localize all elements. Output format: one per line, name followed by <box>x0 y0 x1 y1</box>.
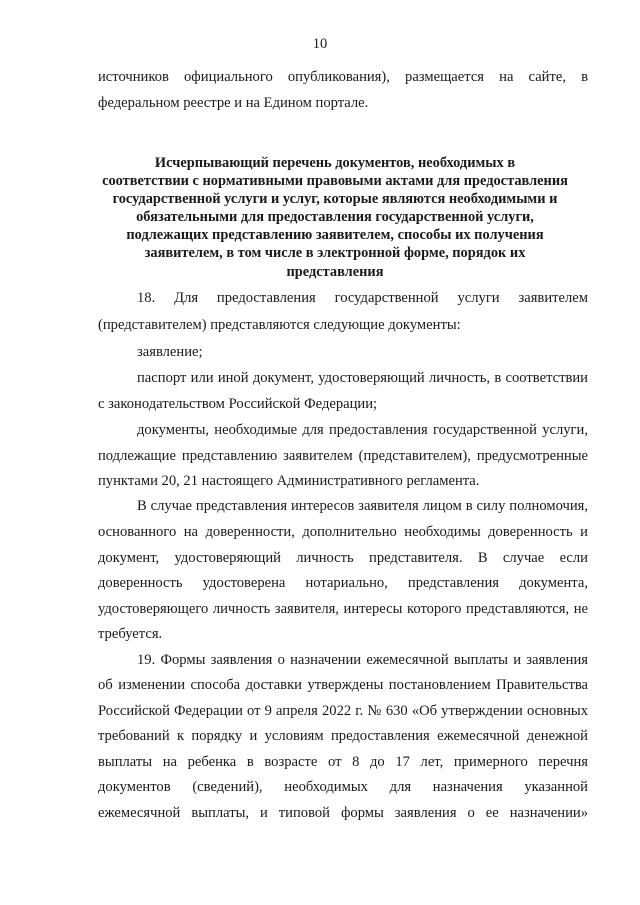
paragraph-19-line-7: ежемесячной выплаты, и типовой формы заявления о ее назначении» <box>98 805 588 821</box>
heading-line-3: государственной услуги и услуг, которые являются необходимыми и <box>112 191 558 208</box>
heading-line-5: подлежащих представлению заявителем, способы их получения <box>126 227 544 244</box>
representative-line-5: удостоверяющего личность заявителя, интересы которого представляются, не <box>98 601 588 617</box>
documents-line-2: подлежащие представлению заявителем (представителем), предусмотренные <box>98 448 588 464</box>
representative-line-6: требуется. <box>98 626 163 642</box>
paragraph-19-line-4: требований к порядку и условиям предоставления ежемесячной денежной <box>98 728 588 744</box>
heading-line-6: заявителем, в том числе в электронной форме, порядок их <box>144 245 526 262</box>
passport-line-2: с законодательством Российской Федерации; <box>98 396 378 412</box>
representative-line-4: доверенность удостоверена нотариально, представления документа, <box>98 575 588 591</box>
section-heading <box>100 154 570 281</box>
documents-line-3: пунктами 20, 21 настоящего Административного регламента. <box>98 473 480 489</box>
paragraph-19-line-6: документов (сведений), необходимых для назначения указанной <box>98 779 588 795</box>
statement-item: заявление; <box>137 344 203 360</box>
documents-line-1: документы, необходимые для предоставления государственной услуги, <box>137 422 588 438</box>
passport-line-1: паспорт или иной документ, удостоверяющий личность, в соответствии <box>137 370 588 386</box>
paragraph-19-line-5: выплаты на ребенка в возрасте от 8 до 17 лет, примерного перечня <box>98 754 588 770</box>
heading-line-2: соответствии с нормативными правовыми актами для предоставления <box>102 173 568 190</box>
paragraph-18-line-2: (представителем) представляются следующие документы: <box>98 317 461 333</box>
heading-line-1: Исчерпывающий перечень документов, необходимых в <box>154 155 516 171</box>
representative-line-2: основанного на доверенности, дополнительно необходимы доверенность и <box>98 524 588 540</box>
paragraph-19-line-2: об изменении способа доставки утверждены постановлением Правительства <box>98 677 588 693</box>
representative-line-1: В случае представления интересов заявителя лицом в силу полномочия, <box>137 498 588 514</box>
paragraph-19-line-1: 19. Формы заявления о назначении ежемесячной выплаты и заявления <box>137 652 588 668</box>
heading-line-7: представления <box>286 263 384 280</box>
intro-line-1: источников официального опубликования), размещается на сайте, в <box>98 69 588 85</box>
paragraph-19-line-3: Российской Федерации от 9 апреля 2022 г. № 630 «Об утверждении основных <box>98 703 588 719</box>
page-number: 10 <box>312 36 328 52</box>
paragraph-18-line-1: 18. Для предоставления государственной услуги заявителем <box>137 290 588 306</box>
representative-line-3: документ, удостоверяющий личность представителя. В случае если <box>98 550 588 566</box>
heading-line-4: обязательными для предоставления государственной услуги, <box>136 209 534 226</box>
intro-line-2: федеральном реестре и на Едином портале. <box>98 95 369 111</box>
